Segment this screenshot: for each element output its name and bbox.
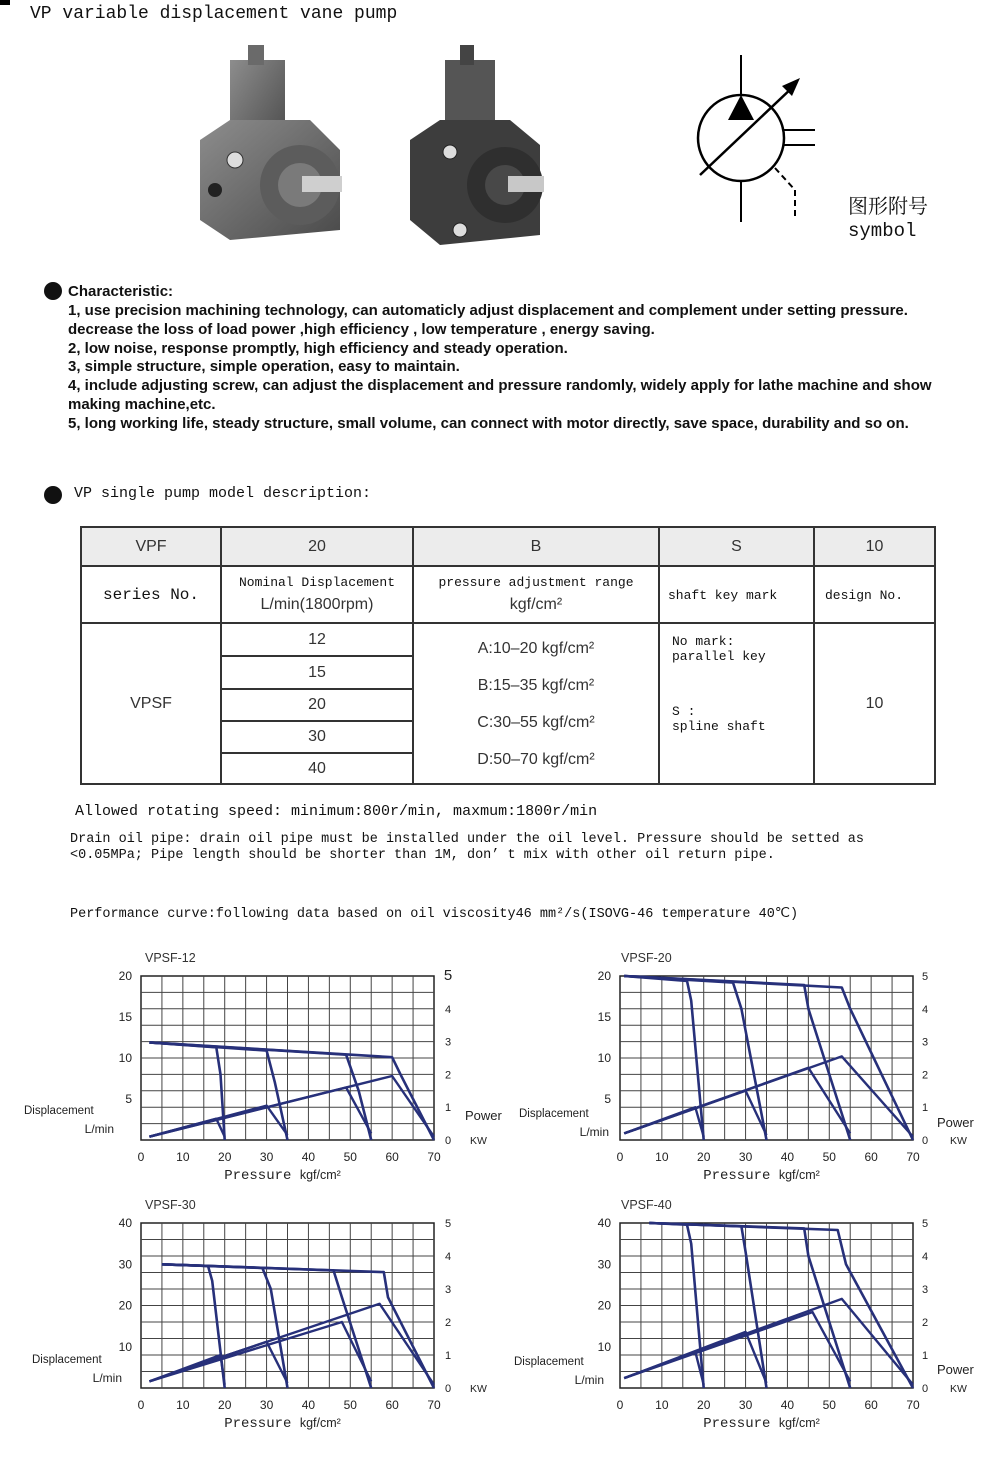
performance-charts: [0, 940, 1000, 1460]
symbol-caption-en: symbol: [848, 220, 917, 242]
power-curve: [149, 1076, 434, 1137]
x-tick-label: 20: [697, 1398, 711, 1412]
y2-tick-label: 1: [921, 1102, 929, 1115]
y-axis-unit: L/min: [84, 1122, 114, 1136]
page-title: VP variable displacement vane pump: [30, 4, 398, 24]
y2-tick-label: 0: [444, 1135, 452, 1147]
y2-tick-label: 3: [444, 1284, 452, 1296]
y2-tick-label: 0: [921, 1135, 929, 1147]
y2-tick-label: 1: [921, 1350, 929, 1362]
characteristic-item: 3, simple structure, simple operation, easy to maintain.: [68, 358, 460, 376]
y2-tick-label: 0: [444, 1383, 452, 1395]
bullet-icon: [44, 282, 62, 300]
characteristic-item: 2, low noise, response promptly, high efficiency and steady operation.: [68, 339, 568, 357]
x-tick-label: 10: [655, 1398, 669, 1412]
model-description-heading: VP single pump model description:: [74, 485, 372, 502]
x-tick-label: 20: [697, 1150, 711, 1164]
x-tick-label: 60: [385, 1150, 399, 1164]
y-tick-label: 5: [604, 1092, 611, 1106]
y-axis-unit: L/min: [579, 1125, 609, 1139]
y-tick-label: 20: [597, 1298, 611, 1313]
x-tick-label: 10: [176, 1398, 190, 1412]
x-tick-label: 70: [906, 1398, 920, 1412]
symbol-caption-cn: 图形附号: [848, 194, 928, 218]
performance-note: Performance curve:following data based on oil viscosity46 mm²/s(ISOVG-46 temperature 40℃): [70, 907, 799, 922]
x-tick-label: 30: [738, 1150, 753, 1164]
displacement-curve: [162, 1264, 225, 1388]
label-series: series No.: [81, 566, 221, 623]
y2-tick-label: 4: [444, 1251, 452, 1263]
x-tick-label: 0: [616, 1398, 624, 1412]
series-value: VPSF: [81, 623, 221, 784]
y2-tick-label: 5: [921, 1218, 929, 1230]
y-tick-label: 30: [597, 1257, 611, 1272]
header-accent-bar: [0, 0, 10, 5]
x-tick-label: 70: [427, 1398, 441, 1412]
label-design: design No.: [814, 566, 935, 623]
x-tick-label: 30: [259, 1398, 274, 1412]
y2-tick-label: 3: [921, 1284, 929, 1296]
drain-note-line1: Drain oil pipe: drain oil pipe must be installed under the oil level. Pressure should be setted as: [70, 832, 864, 847]
characteristic-item: 4, include adjusting screw, can adjust the displacement and pressure randomly, widely apply for lathe machine and show making machine,etc.: [68, 377, 932, 413]
x-tick-label: 40: [780, 1150, 795, 1164]
y-axis-label: Displacement: [519, 1108, 589, 1120]
y-tick-label: 40: [118, 1216, 132, 1230]
y2-tick-label: 5: [444, 1218, 452, 1230]
code-series: VPF: [81, 527, 221, 566]
y-tick-label: 10: [597, 1339, 611, 1354]
y2-tick-label: 4: [921, 1251, 929, 1263]
x-tick-label: 0: [137, 1150, 145, 1164]
chart-title: VPSF-40: [621, 1198, 672, 1212]
x-tick-label: 10: [176, 1150, 190, 1164]
power-curve: [624, 1107, 704, 1137]
pressure-range-list: A:10–20 kgf/cm² B:15–35 kgf/cm² C:30–55 kgf/cm² D:50–70 kgf/cm²: [413, 623, 659, 784]
y-tick-label: 20: [597, 969, 611, 983]
speed-note: Allowed rotating speed: minimum:800r/min, maxmum:1800r/min: [75, 803, 598, 820]
pump-photo-2: [405, 40, 550, 250]
y-tick-label: 10: [118, 1051, 132, 1065]
y2-tick-label: 2: [921, 1069, 929, 1082]
x-tick-label: 50: [822, 1150, 836, 1164]
y-tick-label: 30: [118, 1257, 132, 1272]
y-axis-unit: L/min: [92, 1371, 122, 1385]
y2-axis-label: Power: [465, 1108, 502, 1123]
y-tick-label: 20: [118, 969, 132, 983]
y-tick-label: 15: [597, 1010, 611, 1024]
characteristic-item: 1, use precision machining technology, can automaticly adjust displacement and complement under setting pressure. decrease the loss of load power ,high efficiency , low temperature , energy saving.: [68, 302, 908, 338]
characteristic-item: 5, long working life, steady structure, small volume, can connect with motor directly, save space, durability and so on.: [68, 414, 909, 432]
x-tick-label: 30: [259, 1150, 274, 1164]
bullet-icon: [44, 486, 62, 504]
x-tick-label: 60: [385, 1398, 399, 1412]
power-curve: [624, 1056, 913, 1136]
x-tick-label: 0: [137, 1398, 145, 1412]
drain-note-line2: <0.05MPa; Pipe length should be shorter than 1M, don’ t mix with other oil return pipe.: [70, 848, 775, 863]
y-tick-label: 10: [118, 1339, 132, 1354]
pump-hydraulic-symbol: [690, 50, 825, 225]
power-curve: [149, 1304, 434, 1385]
y2-tick-label: 2: [444, 1069, 452, 1082]
label-shaft: shaft key mark: [659, 566, 814, 623]
y2-axis-unit: KW: [470, 1135, 487, 1147]
y2-tick-label: 4: [444, 1003, 452, 1016]
code-pressure: B: [413, 527, 659, 566]
y-tick-label: 40: [597, 1216, 611, 1230]
y-tick-label: 20: [118, 1298, 132, 1313]
characteristic-heading: Characteristic:: [68, 283, 174, 300]
x-axis-label: Pressure kgf/cm²: [224, 1416, 341, 1432]
y2-tick-label: 3: [921, 1036, 929, 1049]
y2-tick-label: 2: [444, 1317, 452, 1329]
chart-title: VPSF-12: [145, 951, 196, 965]
design-value: 10: [814, 623, 935, 784]
model-description-table: [80, 526, 936, 785]
y2-tick-label: 5: [921, 971, 929, 983]
y2-axis-unit: KW: [950, 1135, 967, 1147]
y2-tick-label: 1: [444, 1350, 452, 1362]
x-tick-label: 50: [822, 1398, 836, 1412]
y2-tick-label: 1: [444, 1102, 452, 1115]
y-axis-label: Displacement: [32, 1354, 102, 1366]
x-tick-label: 0: [616, 1150, 624, 1164]
pump-photo-1: [190, 40, 360, 250]
characteristic-list: [68, 302, 958, 434]
x-axis-label: Pressure kgf/cm²: [224, 1168, 341, 1184]
x-tick-label: 40: [301, 1150, 316, 1164]
x-tick-label: 40: [780, 1398, 795, 1412]
y2-axis-label: Power: [937, 1362, 974, 1377]
y-tick-label: 5: [125, 1092, 132, 1106]
x-tick-label: 70: [906, 1150, 920, 1164]
code-displacement: 20: [221, 527, 413, 566]
y-axis-label: Displacement: [24, 1105, 94, 1117]
code-shaft: S: [659, 527, 814, 566]
y2-axis-unit: KW: [950, 1383, 967, 1395]
power-curve: [624, 1352, 704, 1385]
y-axis-label: Displacement: [514, 1356, 584, 1368]
y2-tick-label: 2: [921, 1317, 929, 1329]
x-tick-label: 50: [343, 1150, 357, 1164]
chart-title: VPSF-30: [145, 1198, 196, 1212]
x-tick-label: 50: [343, 1398, 357, 1412]
x-axis-label: Pressure kgf/cm²: [703, 1168, 820, 1184]
y-axis-unit: L/min: [574, 1373, 604, 1387]
y2-tick-label: 5: [443, 967, 453, 984]
x-tick-label: 70: [427, 1150, 441, 1164]
x-tick-label: 40: [301, 1398, 316, 1412]
displacement-list: 12 15 20 30 40: [221, 623, 413, 784]
y2-axis-label: Power: [937, 1115, 974, 1130]
x-tick-label: 60: [864, 1398, 878, 1412]
y-tick-label: 15: [118, 1010, 132, 1024]
y2-tick-label: 4: [921, 1003, 929, 1016]
y2-tick-label: 3: [444, 1036, 452, 1049]
code-design: 10: [814, 527, 935, 566]
x-tick-label: 60: [864, 1150, 878, 1164]
y2-axis-unit: KW: [470, 1383, 487, 1395]
x-axis-label: Pressure kgf/cm²: [703, 1416, 820, 1432]
label-nominal: Nominal Displacement L/min(1800rpm): [221, 566, 413, 623]
label-pressure: pressure adjustment range kgf/cm²: [413, 566, 659, 623]
y-tick-label: 10: [597, 1051, 611, 1065]
shaft-options: No mark: parallel key S : spline shaft: [659, 623, 814, 784]
y2-tick-label: 0: [921, 1383, 929, 1395]
chart-title: VPSF-20: [621, 951, 672, 965]
x-tick-label: 20: [218, 1150, 232, 1164]
x-tick-label: 20: [218, 1398, 232, 1412]
x-tick-label: 30: [738, 1398, 753, 1412]
x-tick-label: 10: [655, 1150, 669, 1164]
